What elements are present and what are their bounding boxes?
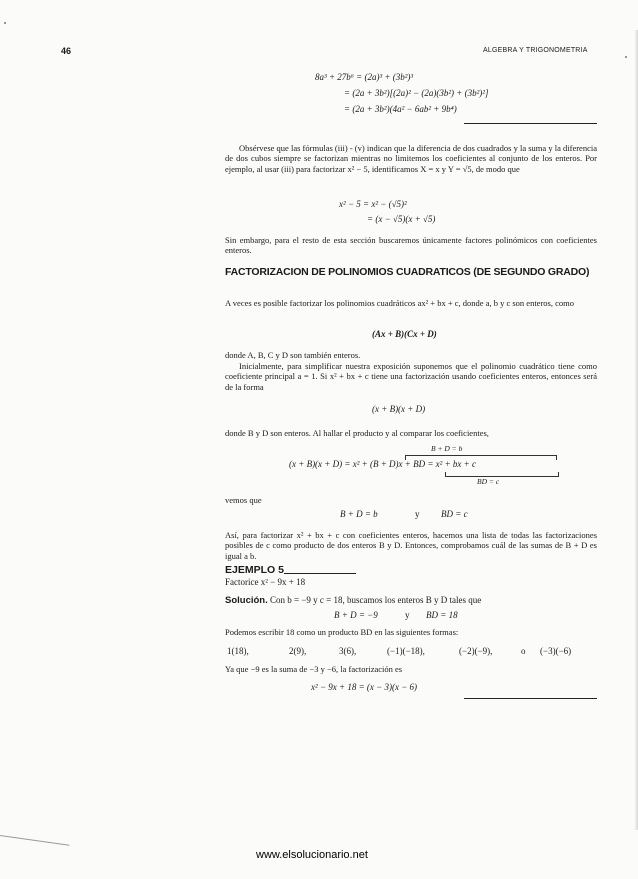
paragraph: Sin embargo, para el resto de esta sección buscaremos únicamente factores polinómicos con coeficientes enteros. — [225, 235, 597, 256]
paragraph: A veces es posible factorizar los polinomios cuadráticos ax² + bx + c, donde a, b y c son enteros, como — [225, 298, 574, 308]
paragraph: Así, para factorizar x² + bx + c con coeficientes enteros, hacemos una lista de todas las factorizaciones posibles de c como producto de dos enteros B y D. Entonces, comprobamos cuál de las sumas de B + D es igual a b. — [225, 530, 597, 561]
brace-label-sum: B + D = b — [431, 444, 463, 453]
factor-pair: 3(6), — [339, 646, 357, 656]
example-condition-product: BD = 18 — [426, 610, 458, 620]
solution-label: Solución. — [225, 595, 268, 606]
factor-pair: (−1)(−18), — [387, 646, 425, 656]
condition-sum: B + D = b — [340, 509, 378, 519]
footer-url: www.elsolucionario.net — [256, 849, 368, 861]
condition-connector: y — [415, 509, 420, 519]
solution-line — [225, 595, 481, 606]
condition-product: BD = c — [441, 509, 468, 519]
sqrt-equation-1: x² − 5 = x² − (√5)² — [339, 199, 407, 209]
page-number: 46 — [61, 46, 72, 56]
end-rule — [464, 698, 597, 699]
paragraph: Obsérvese que las fórmulas (iii) - (v) indican que la diferencia de dos cuadrados y la suma y la diferencia de dos cubos siempre se factorizan mientras no limitemos los coeficientes al conjunto de los enteros. Por ejemplo, al usar (iii) para factorizar x² − 5, identificamos X = x y Y = √5, de modo que — [225, 143, 597, 174]
scan-speck — [4, 22, 6, 24]
paragraph: Ya que −9 es la suma de −3 y −6, la factorización es — [225, 664, 403, 674]
paragraph: donde A, B, C y D son también enteros. — [225, 350, 361, 360]
paragraph: vemos que — [225, 495, 262, 505]
paragraph: Podemos escribir 18 como un producto BD en las siguientes formas: — [225, 627, 459, 637]
factor-pair: 1(18), — [227, 646, 249, 656]
example-condition-sum: B + D = −9 — [334, 610, 378, 620]
section-heading: FACTORIZACION DE POLINOMIOS CUADRATICOS (DE SEGUNDO GRADO) — [225, 266, 590, 278]
example-condition-connector: y — [405, 610, 410, 620]
equation-line-3: = (2a + 3b²)(4a² − 6ab² + 9b⁴) — [344, 104, 457, 114]
sqrt-equation-2: = (x − √5)(x + √5) — [367, 214, 436, 224]
equation-line-1: 8a³ + 27b⁶ = (2a)³ + (3b²)³ — [315, 72, 414, 82]
paragraph: Inicialmente, para simplificar nuestra exposición suponemos que el polinomio cuadrático tiene como coeficiente principal a = 1. Si x² + bx + c tiene una factorización usando coeficientes enteros, entonces será de la forma — [225, 361, 597, 392]
factor-pair: (−3)(−6) — [540, 646, 572, 656]
factor-pair: (−2)(−9), — [459, 646, 493, 656]
example-result: x² − 9x + 18 = (x − 3)(x − 6) — [311, 682, 418, 692]
expansion-equation: (x + B)(x + D) = x² + (B + D)x + BD = x² + bx + c — [289, 459, 476, 469]
general-factor-form: (Ax + B)(Cx + D) — [372, 329, 437, 339]
solution-text: Con b = −9 y c = 18, buscamos los enteros B y D tales que — [270, 595, 482, 605]
brace-bottom — [445, 472, 559, 477]
monic-factor-form: (x + B)(x + D) — [372, 404, 426, 414]
scan-speck — [625, 56, 627, 58]
running-title: ALGEBRA Y TRIGONOMETRIA — [483, 47, 588, 54]
example-title: EJEMPLO 5 — [225, 564, 284, 576]
factor-pair: 2(9), — [289, 646, 307, 656]
scan-fold-line — [0, 835, 69, 875]
paragraph: donde B y D son enteros. Al hallar el producto y al comparar los coeficientes, — [225, 428, 489, 438]
brace-label-product: BD = c — [477, 477, 500, 486]
equation-line-2: = (2a + 3b²)[(2a)² − (2a)(3b²) + (3b²)²] — [344, 88, 489, 98]
example-title-rule — [284, 573, 356, 574]
example-statement: Factorice x² − 9x + 18 — [225, 577, 306, 587]
factor-connector: o — [521, 646, 526, 656]
end-rule — [464, 123, 597, 124]
